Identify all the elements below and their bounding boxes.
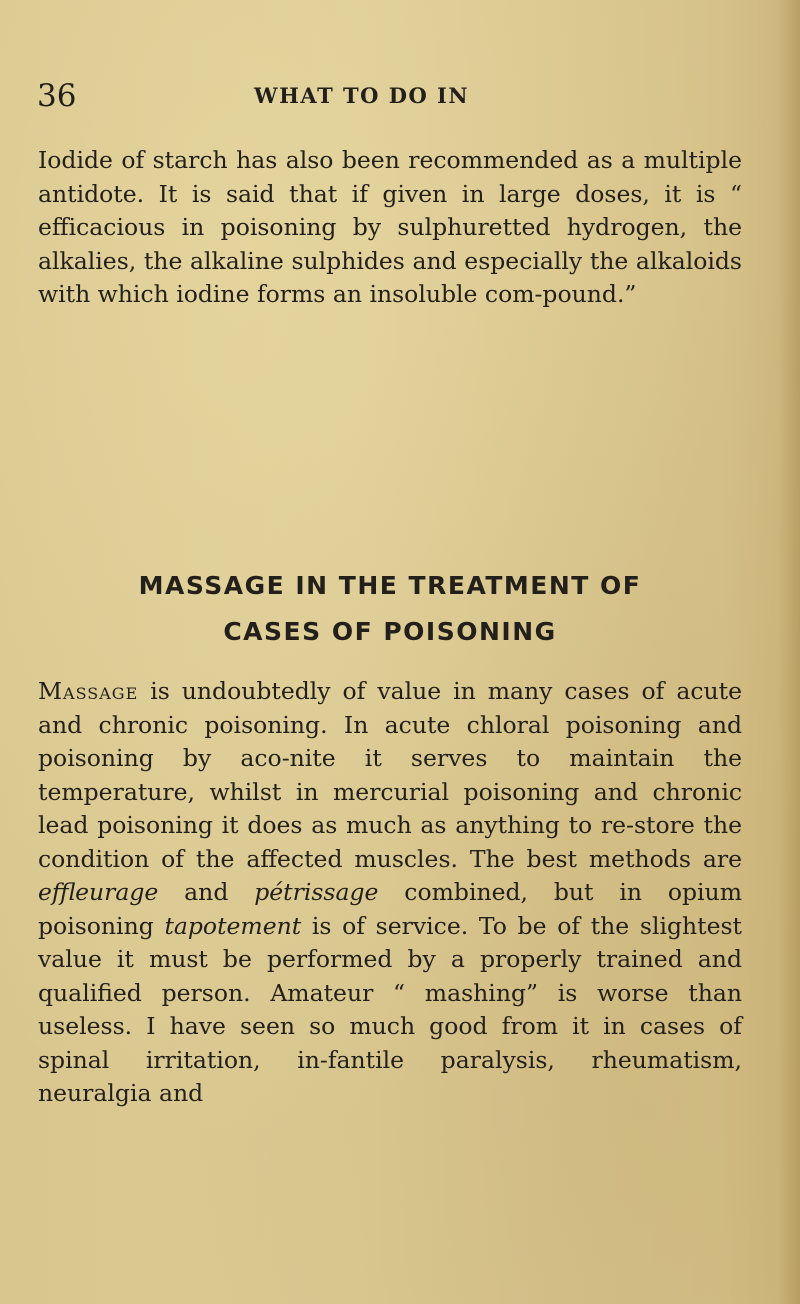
running-head: WHAT TO DO IN	[254, 83, 470, 108]
paragraph-massage	[38, 675, 742, 1111]
page-header	[37, 76, 757, 116]
paragraph-massage-text-1: is undoubtedly of value in many cases of acute and chronic poisoning. In acute chloral poisoning and poisoning by aco-nite it serves to maintain the temperature, whilst in mercurial poisoning and chronic lead poisoning it does as much as anything to re-store the condition of the affected muscles. The best methods are	[38, 677, 742, 873]
section-heading-line-1: MASSAGE IN THE TREATMENT OF	[138, 571, 642, 600]
term-petrissage: pétrissage	[254, 878, 379, 906]
page-number: 36	[37, 78, 77, 114]
paragraph-iodide-of-starch: Iodide of starch has also been recommended as a multiple antidote. It is said that if given in large doses, it is “ efficacious in poisoning by sulphuretted hydrogen, the alkalies, the alkaline sulphides and especially the alkaloids with which iodine forms an insoluble com-pound.”	[38, 146, 742, 308]
paragraph-massage-text-4: is of service. To be of the slightest value it must be performed by a properly trained and qualified person. Amateur “ mashing” is worse than useless. I have seen so much good from it in cases of spinal irritation, in-fantile paralysis, rheumatism, neuralgia and	[38, 911, 743, 1107]
paragraph-massage-text-2: and	[158, 878, 255, 906]
term-tapotement: tapotement	[164, 911, 302, 940]
paragraph-massage-text-3: combined, but in opium poisoning	[38, 878, 742, 940]
lead-word: Massage	[38, 677, 139, 705]
section-heading-line-2: CASES OF POISONING	[223, 617, 557, 646]
term-effleurage: effleurage	[38, 878, 159, 906]
